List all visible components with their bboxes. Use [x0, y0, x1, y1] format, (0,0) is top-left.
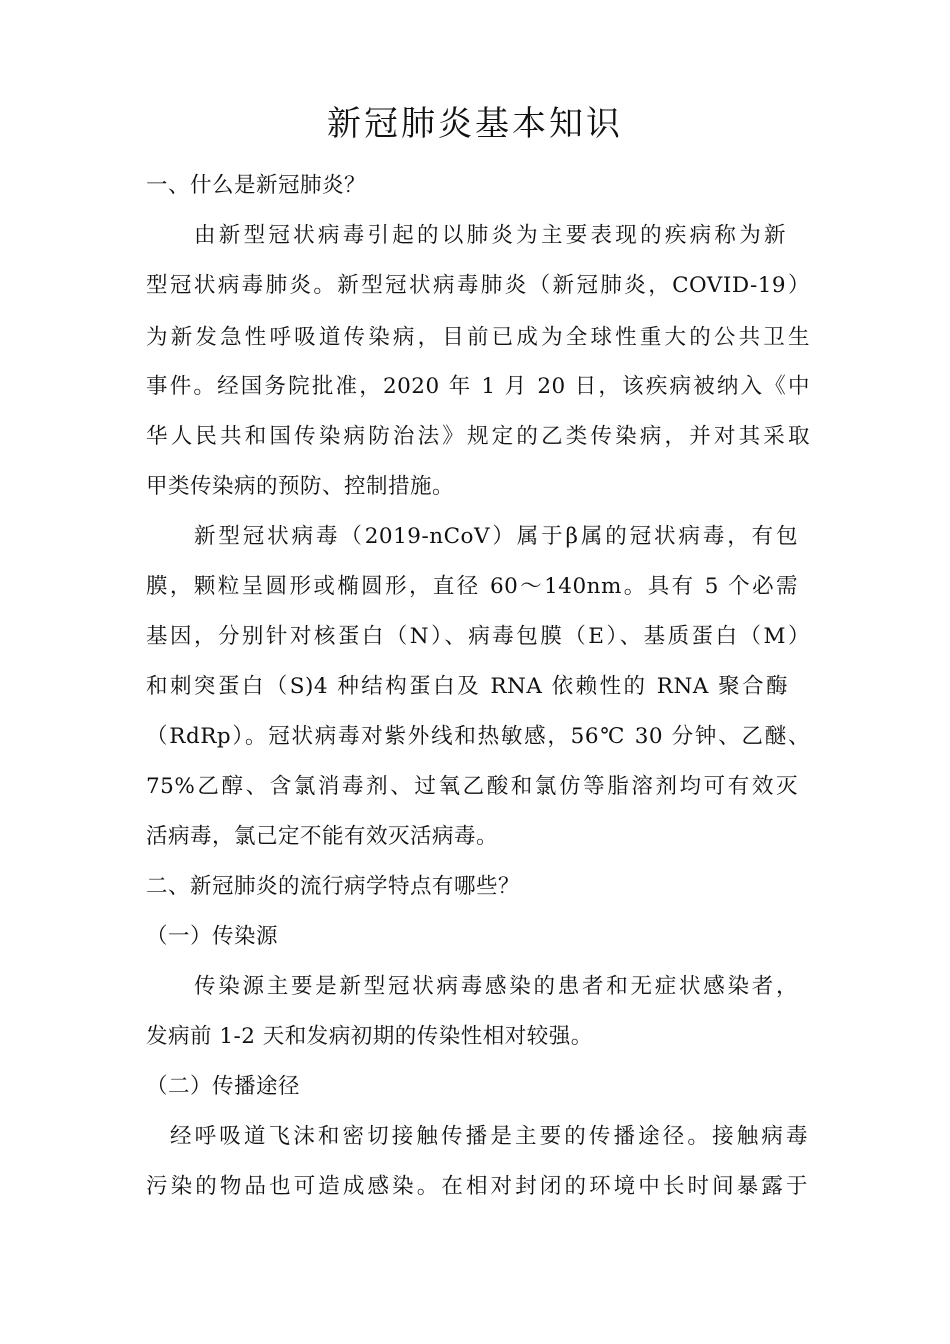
subsection-heading-source: （一）传染源: [146, 924, 279, 949]
document-title: 新冠肺炎基本知识: [327, 104, 623, 144]
paragraph-2-line-6: 75%乙醇、含氯消毒剂、过氧乙酸和氯仿等脂溶剂均可有效灭: [146, 774, 798, 799]
section-heading-1: 一、什么是新冠肺炎？: [146, 173, 367, 198]
subsection-heading-route: （二）传播途径: [146, 1074, 301, 1099]
paragraph-2-line-3: 基因，分别针对核蛋白（N）、病毒包膜（E）、基质蛋白（M）: [146, 624, 810, 649]
section-heading-2: 二、新冠肺炎的流行病学特点有哪些？: [146, 874, 521, 899]
paragraph-2-line-1: 新型冠状病毒（2019-nCoV）属于β属的冠状病毒，有包: [194, 524, 798, 549]
paragraph-1-line-4: 事件。经国务院批准，2020 年 1 月 20 日，该疾病被纳入《中: [146, 374, 810, 399]
paragraph-4-line-2: 污染的物品也可造成感染。在相对封闭的环境中长时间暴露于: [146, 1174, 808, 1199]
paragraph-2-line-4: 和刺突蛋白（S)4 种结构蛋白及 RNA 依赖性的 RNA 聚合酶: [146, 674, 788, 699]
paragraph-1-line-3: 为新发急性呼吸道传染病，目前已成为全球性重大的公共卫生: [146, 325, 810, 350]
paragraph-2-line-2: 膜，颗粒呈圆形或椭圆形，直径 60～140nm。具有 5 个必需: [146, 574, 798, 599]
paragraph-1-line-5: 华人民共和国传染病防治法》规定的乙类传染病，并对其采取: [146, 424, 810, 449]
paragraph-2-line-7: 活病毒，氯己定不能有效灭活病毒。: [146, 824, 499, 849]
paragraph-4-line-1: 经呼吸道飞沫和密切接触传播是主要的传播途径。接触病毒: [170, 1124, 808, 1149]
paragraph-3-line-1: 传染源主要是新型冠状病毒感染的患者和无症状感染者，: [194, 974, 798, 999]
paragraph-1-line-1: 由新型冠状病毒引起的以肺炎为主要表现的疾病称为新: [194, 223, 786, 248]
paragraph-1-line-6: 甲类传染病的预防、控制措施。: [146, 474, 455, 499]
paragraph-2-line-5: （RdRp）。冠状病毒对紫外线和热敏感，56℃ 30 分钟、乙醚、: [146, 724, 810, 749]
paragraph-1-line-2: 型冠状病毒肺炎。新型冠状病毒肺炎（新冠肺炎，COVID-19）: [146, 273, 810, 298]
paragraph-3-line-2: 发病前 1-2 天和发病初期的传染性相对较强。: [146, 1024, 593, 1049]
